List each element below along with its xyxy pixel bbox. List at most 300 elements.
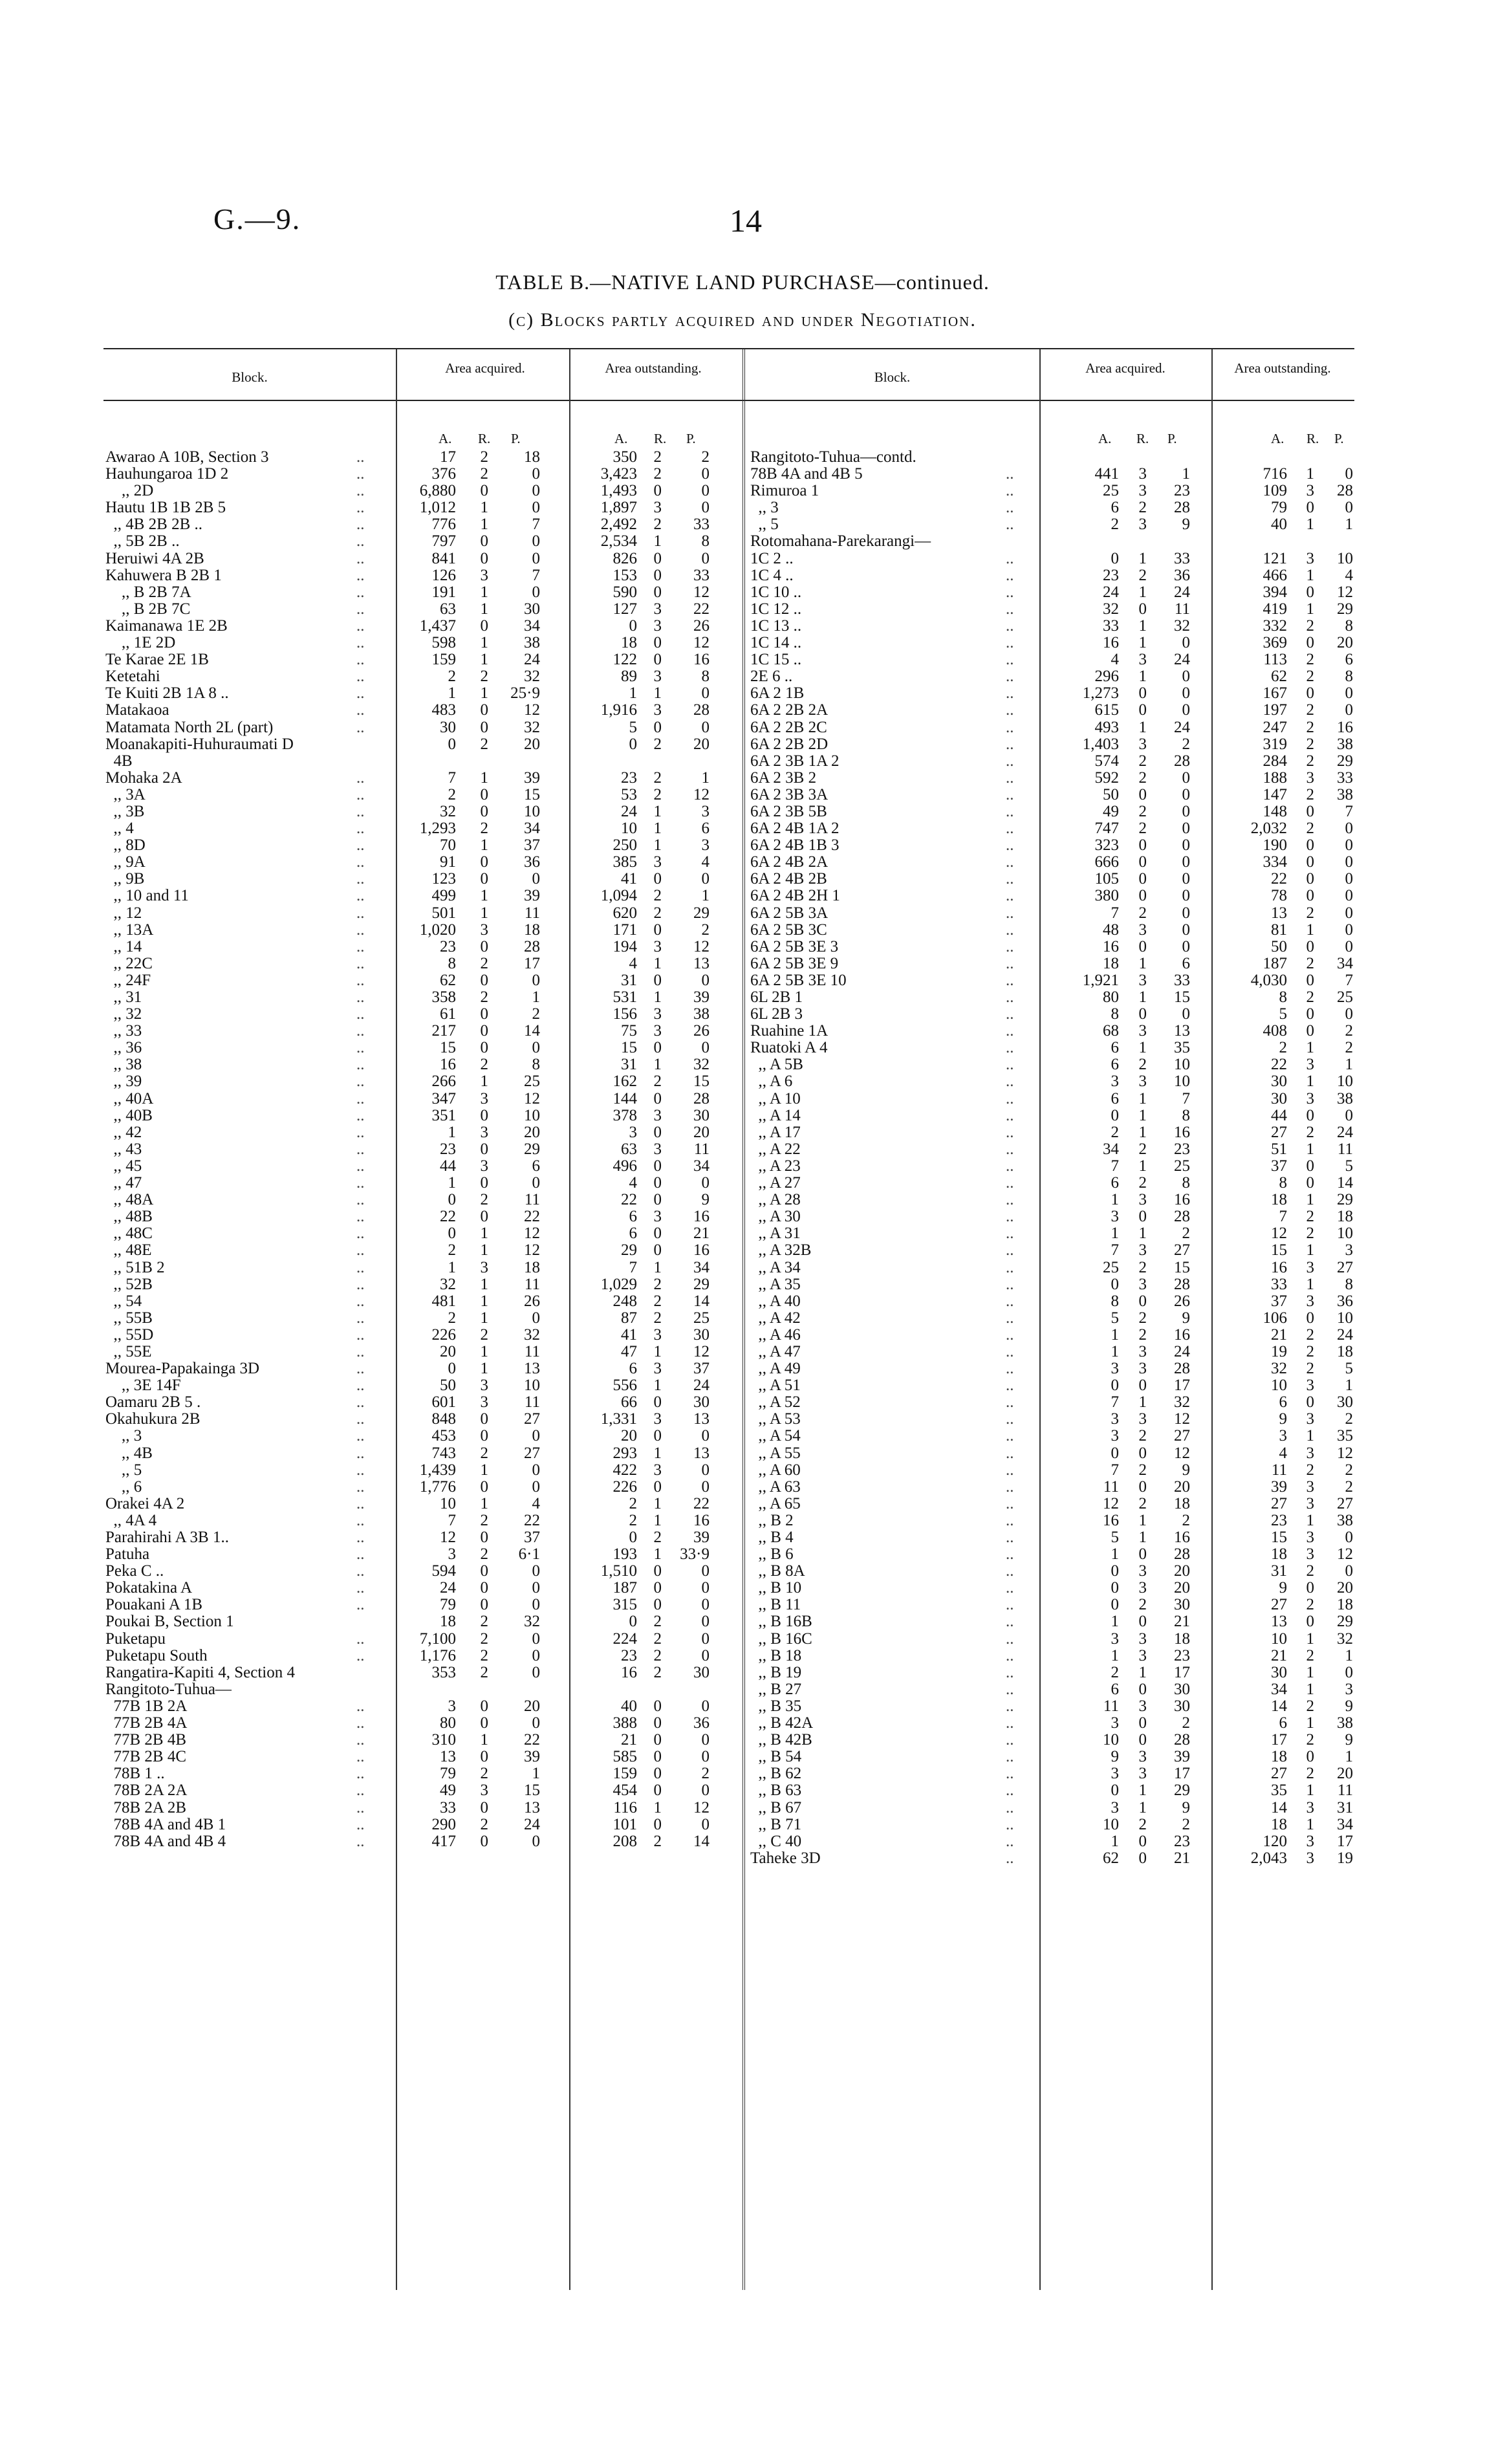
outstanding-acres: 15 bbox=[621, 1039, 637, 1057]
table-row bbox=[750, 1192, 1354, 1208]
acquired-roods: 0 bbox=[1138, 870, 1147, 888]
block-name: 78B 4A and 4B 4 bbox=[105, 1833, 226, 1850]
acquired-acres: 3 bbox=[448, 1697, 456, 1715]
leader-dots: .. bbox=[1006, 1427, 1014, 1445]
block-name: ,, 5 bbox=[750, 516, 779, 534]
outstanding-acres: 18 bbox=[1271, 1545, 1287, 1564]
outstanding-roods: 0 bbox=[1306, 937, 1314, 955]
acquired-acres: 1 bbox=[448, 1123, 456, 1141]
outstanding-acres: 2 bbox=[629, 1494, 637, 1512]
block-name: ,, A 52 bbox=[750, 1394, 801, 1412]
table-row bbox=[105, 1141, 723, 1158]
acquired-roods: 1 bbox=[480, 1731, 488, 1749]
outstanding-acres: 122 bbox=[612, 651, 637, 669]
acquired-acres: 7 bbox=[1111, 904, 1119, 922]
outstanding-acres: 37 bbox=[1271, 1157, 1287, 1175]
table-row bbox=[105, 1023, 723, 1040]
acquired-roods: 3 bbox=[1138, 1646, 1147, 1664]
table-row bbox=[105, 736, 723, 753]
outstanding-perches: 25 bbox=[1337, 988, 1353, 1006]
unit-acres: A. bbox=[1098, 431, 1112, 446]
outstanding-acres: 388 bbox=[612, 1714, 637, 1732]
acquired-perches: 0 bbox=[1182, 904, 1190, 922]
acquired-acres: 0 bbox=[448, 1360, 456, 1378]
outstanding-perches: 36 bbox=[693, 1714, 710, 1732]
acquired-roods: 2 bbox=[1138, 752, 1147, 770]
unit-roods: R. bbox=[1306, 431, 1319, 446]
table-row bbox=[105, 1091, 723, 1107]
leader-dots: .. bbox=[356, 988, 365, 1006]
table-row bbox=[105, 1293, 723, 1310]
table-row bbox=[750, 1715, 1354, 1732]
block-name: ,, 55D bbox=[105, 1326, 154, 1344]
table-row bbox=[105, 533, 723, 550]
acquired-roods: 1 bbox=[1138, 1225, 1147, 1243]
block-name: ,, B 18 bbox=[750, 1647, 802, 1664]
leader-dots: .. bbox=[1006, 1529, 1014, 1546]
table-row bbox=[105, 854, 723, 871]
outstanding-acres: 3 bbox=[1279, 1427, 1287, 1445]
acquired-roods: 2 bbox=[1138, 1596, 1147, 1614]
block-name: ,, B 19 bbox=[750, 1664, 802, 1681]
outstanding-acres: 394 bbox=[1263, 583, 1287, 601]
outstanding-perches: 0 bbox=[701, 684, 710, 703]
acquired-perches: 12 bbox=[524, 1089, 540, 1107]
acquired-roods: 1 bbox=[480, 1461, 488, 1479]
outstanding-perches: 13 bbox=[693, 1444, 710, 1462]
outstanding-roods: 2 bbox=[1306, 1765, 1314, 1783]
acquired-perches: 39 bbox=[524, 1748, 540, 1766]
acquired-perches: 0 bbox=[532, 482, 540, 500]
outstanding-acres: 31 bbox=[621, 1056, 637, 1074]
outstanding-roods: 0 bbox=[653, 1596, 662, 1614]
leader-dots: .. bbox=[356, 516, 365, 534]
leader-dots: .. bbox=[1006, 1714, 1014, 1732]
leader-dots: .. bbox=[1006, 1140, 1014, 1158]
leader-dots: .. bbox=[1006, 954, 1014, 972]
leader-dots: .. bbox=[356, 1646, 365, 1664]
table-top-rule bbox=[103, 348, 1354, 349]
outstanding-acres: 144 bbox=[612, 1089, 637, 1107]
acquired-roods: 1 bbox=[1138, 668, 1147, 686]
left-rows bbox=[105, 449, 723, 1850]
acquired-roods: 1 bbox=[1138, 549, 1147, 567]
table-row bbox=[105, 1732, 723, 1749]
acquired-acres: 1,012 bbox=[419, 499, 456, 517]
table-row bbox=[105, 1259, 723, 1276]
leader-dots: .. bbox=[1006, 1241, 1014, 1259]
acquired-perches: 12 bbox=[524, 1225, 540, 1243]
acquired-roods: 3 bbox=[1138, 1073, 1147, 1091]
block-name: ,, 12 bbox=[105, 904, 142, 922]
block-name: ,, A 17 bbox=[750, 1124, 801, 1141]
table-row bbox=[105, 1377, 723, 1394]
table-row bbox=[105, 1192, 723, 1208]
outstanding-acres: 293 bbox=[612, 1444, 637, 1462]
table-row bbox=[105, 905, 723, 922]
outstanding-roods: 0 bbox=[653, 583, 662, 601]
block-name: ,, 39 bbox=[105, 1073, 142, 1091]
table-row bbox=[750, 551, 1354, 567]
acquired-acres: 1,439 bbox=[419, 1461, 456, 1479]
block-name: Parahirahi A 3B 1.. bbox=[105, 1529, 229, 1546]
outstanding-perches: 12 bbox=[1337, 1545, 1353, 1564]
acquired-acres: 18 bbox=[1103, 954, 1119, 972]
leader-dots: .. bbox=[1006, 870, 1014, 888]
outstanding-perches: 0 bbox=[701, 482, 710, 500]
table-row bbox=[750, 972, 1354, 989]
outstanding-roods: 0 bbox=[1306, 1157, 1314, 1175]
acquired-roods: 0 bbox=[480, 1174, 488, 1192]
outstanding-roods: 2 bbox=[653, 1646, 662, 1664]
leader-dots: .. bbox=[1006, 1477, 1014, 1496]
table-row bbox=[105, 803, 723, 820]
acquired-perches: 0 bbox=[1182, 853, 1190, 871]
acquired-roods: 3 bbox=[1138, 1697, 1147, 1715]
leader-dots: .. bbox=[1006, 853, 1014, 871]
acquired-roods: 1 bbox=[480, 769, 488, 787]
table-row bbox=[105, 955, 723, 972]
acquired-acres: 417 bbox=[431, 1832, 456, 1850]
outstanding-roods: 0 bbox=[1306, 853, 1314, 871]
outstanding-roods: 0 bbox=[1306, 583, 1314, 601]
outstanding-acres: 66 bbox=[621, 1393, 637, 1412]
leader-dots: .. bbox=[356, 499, 365, 517]
acquired-roods: 2 bbox=[480, 1056, 488, 1074]
acquired-acres: 1,020 bbox=[419, 921, 456, 939]
outstanding-acres: 6 bbox=[629, 1360, 637, 1378]
acquired-roods: 1 bbox=[480, 1275, 488, 1293]
leader-dots: .. bbox=[356, 836, 365, 855]
acquired-acres: 0 bbox=[448, 1191, 456, 1209]
outstanding-roods: 0 bbox=[653, 718, 662, 736]
acquired-acres: 7 bbox=[1111, 1393, 1119, 1412]
outstanding-acres: 11 bbox=[1271, 1461, 1287, 1479]
block-name: Hauhungaroa 1D 2 bbox=[105, 466, 229, 483]
table-row bbox=[750, 1732, 1354, 1749]
outstanding-roods: 0 bbox=[653, 1123, 662, 1141]
acquired-roods: 0 bbox=[480, 701, 488, 719]
acquired-perches: 22 bbox=[524, 1511, 540, 1529]
acquired-acres: 217 bbox=[431, 1022, 456, 1040]
block-name: ,, 24F bbox=[105, 972, 151, 989]
outstanding-perches: 36 bbox=[1337, 1292, 1353, 1310]
acquired-roods: 0 bbox=[480, 549, 488, 567]
table-row bbox=[750, 1597, 1354, 1613]
block-name: ,, B 2 bbox=[750, 1512, 794, 1529]
block-name: ,, 14 bbox=[105, 938, 142, 955]
outstanding-acres: 21 bbox=[621, 1731, 637, 1749]
outstanding-roods: 0 bbox=[1306, 634, 1314, 652]
outstanding-perches: 16 bbox=[1337, 718, 1353, 736]
table-row bbox=[105, 1479, 723, 1496]
leader-dots: .. bbox=[1006, 1360, 1014, 1378]
acquired-perches: 20 bbox=[524, 1697, 540, 1715]
table-row bbox=[750, 1462, 1354, 1479]
outstanding-roods: 2 bbox=[653, 1529, 662, 1546]
leader-dots: .. bbox=[356, 1714, 365, 1732]
acquired-perches: 2 bbox=[1182, 1511, 1190, 1529]
block-name: ,, A 6 bbox=[750, 1073, 793, 1091]
outstanding-perches: 19 bbox=[1337, 1849, 1353, 1867]
outstanding-perches: 0 bbox=[1345, 921, 1353, 939]
leader-dots: .. bbox=[1006, 1494, 1014, 1512]
acquired-acres: 17 bbox=[440, 448, 456, 466]
table-header-rule bbox=[103, 400, 1354, 401]
acquired-roods: 3 bbox=[480, 1089, 488, 1107]
acquired-roods: 0 bbox=[480, 1596, 488, 1614]
table-row bbox=[750, 449, 1354, 466]
table-row bbox=[105, 702, 723, 719]
outstanding-roods: 1 bbox=[1306, 1815, 1314, 1833]
outstanding-perches: 39 bbox=[693, 1529, 710, 1546]
outstanding-roods: 0 bbox=[1306, 684, 1314, 703]
leader-dots: .. bbox=[356, 1039, 365, 1057]
acquired-perches: 36 bbox=[1174, 566, 1190, 584]
acquired-roods: 0 bbox=[1138, 1613, 1147, 1631]
table-row bbox=[105, 1664, 723, 1681]
acquired-perches: 10 bbox=[1174, 1073, 1190, 1091]
acquired-acres: 0 bbox=[1111, 1377, 1119, 1395]
acquired-perches: 11 bbox=[524, 904, 540, 922]
outstanding-roods: 2 bbox=[1306, 1123, 1314, 1141]
outstanding-roods: 1 bbox=[653, 684, 662, 703]
acquired-perches: 28 bbox=[1174, 1731, 1190, 1749]
leader-dots: .. bbox=[1006, 735, 1014, 753]
table-row bbox=[750, 483, 1354, 499]
acquired-perches: 0 bbox=[532, 870, 540, 888]
acquired-roods: 2 bbox=[480, 1511, 488, 1529]
leader-dots: .. bbox=[356, 1241, 365, 1259]
acquired-perches: 38 bbox=[524, 634, 540, 652]
acquired-roods: 0 bbox=[1138, 937, 1147, 955]
acquired-roods: 1 bbox=[480, 583, 488, 601]
leader-dots: .. bbox=[356, 1073, 365, 1091]
outstanding-perches: 0 bbox=[701, 1748, 710, 1766]
acquired-roods: 0 bbox=[1138, 1005, 1147, 1023]
outstanding-perches: 8 bbox=[701, 532, 710, 551]
outstanding-perches: 15 bbox=[693, 1073, 710, 1091]
acquired-acres: 483 bbox=[431, 701, 456, 719]
acquired-acres: 797 bbox=[431, 532, 456, 551]
acquired-roods: 1 bbox=[480, 1241, 488, 1259]
block-name: ,, 3B bbox=[105, 803, 145, 820]
leader-dots: .. bbox=[356, 1191, 365, 1209]
acquired-perches: 18 bbox=[1174, 1494, 1190, 1512]
outstanding-roods: 3 bbox=[1306, 1292, 1314, 1310]
outstanding-acres: 6 bbox=[1279, 1393, 1287, 1412]
acquired-acres: 0 bbox=[1111, 1562, 1119, 1580]
outstanding-acres: 8 bbox=[1279, 1174, 1287, 1192]
acquired-perches: 30 bbox=[1174, 1596, 1190, 1614]
leader-dots: .. bbox=[356, 887, 365, 905]
acquired-roods: 0 bbox=[1138, 853, 1147, 871]
outstanding-perches: 3 bbox=[701, 836, 710, 855]
block-name: ,, 4 bbox=[105, 820, 134, 838]
table-row bbox=[750, 1276, 1354, 1293]
acquired-perches: 15 bbox=[524, 1782, 540, 1800]
outstanding-roods: 1 bbox=[1306, 921, 1314, 939]
acquired-acres: 3 bbox=[1111, 1208, 1119, 1226]
leader-dots: .. bbox=[356, 1275, 365, 1293]
acquired-acres: 4 bbox=[1111, 651, 1119, 669]
table-row bbox=[750, 685, 1354, 702]
outstanding-perches: 1 bbox=[1345, 516, 1353, 534]
leader-dots: .. bbox=[1006, 1815, 1014, 1833]
acquired-perches: 33 bbox=[1174, 971, 1190, 989]
acquired-acres: 266 bbox=[431, 1073, 456, 1091]
outstanding-roods: 0 bbox=[653, 1579, 662, 1597]
acquired-acres: 2 bbox=[1111, 516, 1119, 534]
acquired-acres: 0 bbox=[1111, 1106, 1119, 1124]
acquired-perches: 15 bbox=[1174, 1258, 1190, 1276]
table-row bbox=[105, 1698, 723, 1715]
outstanding-perches: 27 bbox=[1337, 1258, 1353, 1276]
acquired-acres: 7 bbox=[1111, 1461, 1119, 1479]
outstanding-perches: 29 bbox=[693, 904, 710, 922]
acquired-roods: 0 bbox=[1138, 887, 1147, 905]
outstanding-perches: 0 bbox=[701, 1630, 710, 1648]
outstanding-acres: 127 bbox=[612, 600, 637, 618]
leader-dots: .. bbox=[356, 1157, 365, 1175]
outstanding-roods: 0 bbox=[1306, 1748, 1314, 1766]
acquired-perches: 17 bbox=[1174, 1663, 1190, 1681]
outstanding-perches: 28 bbox=[1337, 482, 1353, 500]
outstanding-roods: 1 bbox=[1306, 516, 1314, 534]
outstanding-roods: 0 bbox=[653, 1748, 662, 1766]
outstanding-acres: 7 bbox=[629, 1258, 637, 1276]
acquired-roods: 2 bbox=[1138, 1461, 1147, 1479]
outstanding-perches: 0 bbox=[1345, 1529, 1353, 1546]
outstanding-roods: 2 bbox=[1306, 904, 1314, 922]
block-name: Matamata North 2L (part) bbox=[105, 719, 274, 736]
outstanding-perches: 30 bbox=[1337, 1393, 1353, 1412]
acquired-acres: 376 bbox=[431, 465, 456, 483]
acquired-roods: 1 bbox=[1138, 1798, 1147, 1816]
table-row bbox=[750, 1158, 1354, 1175]
outstanding-roods: 0 bbox=[1306, 1022, 1314, 1040]
leader-dots: .. bbox=[1006, 1342, 1014, 1360]
table-row bbox=[750, 1073, 1354, 1090]
outstanding-roods: 3 bbox=[1306, 482, 1314, 500]
acquired-acres: 747 bbox=[1094, 820, 1119, 838]
leader-dots: .. bbox=[1006, 1225, 1014, 1243]
outstanding-roods: 1 bbox=[653, 1511, 662, 1529]
table-row bbox=[750, 1782, 1354, 1799]
outstanding-perches: 0 bbox=[1345, 465, 1353, 483]
acquired-acres: 594 bbox=[431, 1562, 456, 1580]
leader-dots: .. bbox=[356, 1292, 365, 1310]
acquired-roods: 2 bbox=[480, 1444, 488, 1462]
leader-dots: .. bbox=[1006, 1798, 1014, 1816]
outstanding-perches: 20 bbox=[693, 735, 710, 753]
acquired-perches: 11 bbox=[524, 1393, 540, 1412]
acquired-perches: 10 bbox=[524, 802, 540, 820]
leader-dots: .. bbox=[1006, 718, 1014, 736]
table-row bbox=[750, 1445, 1354, 1462]
outstanding-roods: 0 bbox=[653, 1477, 662, 1496]
outstanding-acres: 188 bbox=[1263, 769, 1287, 787]
leader-dots: .. bbox=[1006, 785, 1014, 803]
acquired-roods: 2 bbox=[480, 1325, 488, 1344]
outstanding-roods: 2 bbox=[1306, 668, 1314, 686]
outstanding-roods: 0 bbox=[1306, 1393, 1314, 1412]
outstanding-acres: 1 bbox=[629, 684, 637, 703]
acquired-acres: 7 bbox=[1111, 1241, 1119, 1259]
leader-dots: .. bbox=[356, 1748, 365, 1766]
acquired-roods: 1 bbox=[1138, 954, 1147, 972]
acquired-acres: 358 bbox=[431, 988, 456, 1006]
acquired-perches: 1 bbox=[532, 988, 540, 1006]
block-name: 6A 2 4B 2A bbox=[750, 854, 829, 871]
acquired-perches: 0 bbox=[532, 971, 540, 989]
outstanding-roods: 0 bbox=[653, 634, 662, 652]
outstanding-perches: 12 bbox=[693, 937, 710, 955]
table-row bbox=[750, 871, 1354, 888]
acquired-acres: 0 bbox=[1111, 1782, 1119, 1800]
outstanding-roods: 0 bbox=[1306, 802, 1314, 820]
outstanding-perches: 0 bbox=[701, 1646, 710, 1664]
block-name: 6A 2 3B 2 bbox=[750, 769, 817, 787]
acquired-perches: 24 bbox=[1174, 1342, 1190, 1360]
acquired-roods: 0 bbox=[480, 532, 488, 551]
outstanding-perches: 20 bbox=[1337, 1579, 1353, 1597]
block-name: 78B 4A and 4B 1 bbox=[105, 1816, 226, 1833]
acquired-roods: 2 bbox=[480, 1545, 488, 1564]
page-number: 14 bbox=[730, 202, 762, 239]
acquired-roods: 0 bbox=[480, 1208, 488, 1226]
outstanding-perches: 0 bbox=[1345, 1106, 1353, 1124]
table-row bbox=[750, 584, 1354, 601]
acquired-acres: 776 bbox=[431, 516, 456, 534]
acquired-roods: 2 bbox=[480, 448, 488, 466]
outstanding-perches: 0 bbox=[1345, 684, 1353, 703]
outstanding-acres: 1,331 bbox=[600, 1410, 637, 1428]
table-row bbox=[750, 1512, 1354, 1529]
acquired-perches: 29 bbox=[1174, 1782, 1190, 1800]
acquired-acres: 7 bbox=[1111, 1157, 1119, 1175]
table-row bbox=[750, 922, 1354, 939]
outstanding-acres: 106 bbox=[1263, 1309, 1287, 1327]
acquired-roods: 3 bbox=[480, 1782, 488, 1800]
outstanding-perches: 12 bbox=[693, 634, 710, 652]
leader-dots: .. bbox=[1006, 1393, 1014, 1412]
acquired-perches: 24 bbox=[524, 651, 540, 669]
acquired-acres: 6 bbox=[1111, 1089, 1119, 1107]
outstanding-acres: 31 bbox=[1271, 1562, 1287, 1580]
acquired-perches: 0 bbox=[1182, 668, 1190, 686]
outstanding-acres: 2 bbox=[1279, 1039, 1287, 1057]
leader-dots: .. bbox=[1006, 1782, 1014, 1800]
outstanding-acres: 0 bbox=[629, 616, 637, 635]
outstanding-perches: 1 bbox=[701, 887, 710, 905]
table-row bbox=[105, 1276, 723, 1293]
table-row bbox=[105, 651, 723, 668]
outstanding-acres: 193 bbox=[612, 1545, 637, 1564]
block-name: ,, 3E 14F bbox=[105, 1377, 181, 1395]
leader-dots: .. bbox=[1006, 1258, 1014, 1276]
leader-dots: .. bbox=[1006, 1208, 1014, 1226]
acquired-roods: 0 bbox=[480, 1140, 488, 1158]
acquired-acres: 501 bbox=[431, 904, 456, 922]
block-name: Kahuwera B 2B 1 bbox=[105, 567, 222, 584]
acquired-perches: 18 bbox=[1174, 1630, 1190, 1648]
table-row bbox=[105, 1613, 723, 1630]
acquired-perches: 23 bbox=[1174, 482, 1190, 500]
block-name: 6A 2 1B bbox=[750, 685, 805, 703]
leader-dots: .. bbox=[1006, 583, 1014, 601]
outstanding-perches: 10 bbox=[1337, 549, 1353, 567]
